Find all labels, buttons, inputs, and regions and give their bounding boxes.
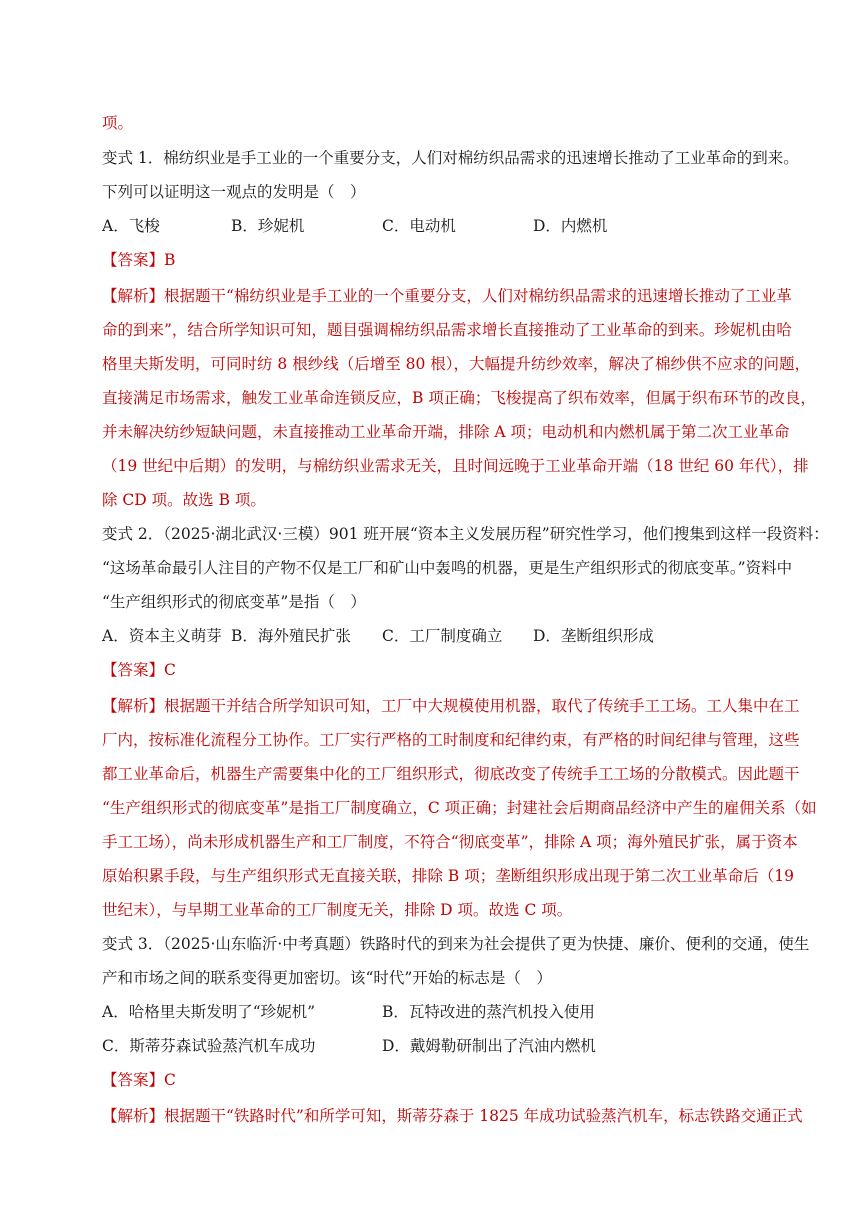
q2-option-b: B．海外殖民扩张: [231, 627, 351, 645]
q1-stem-line-1: 变式 1．棉纺织业是手工业的一个重要分支，人们对棉纺织品需求的迅速增长推动了工业革命的到来。: [102, 149, 799, 167]
q2-analysis-line-2: 厂内，按标准化流程分工协作。工厂实行严格的工时制度和纪律约束，有严格的时间纪律与管理，这些: [102, 731, 800, 749]
q3-stem-line-2: 产和市场之间的联系变得更加密切。该“时代”开始的标志是（ ）: [102, 969, 552, 987]
q2-analysis-line-3: 都工业革命后，机器生产需要集中化的工厂组织形式，彻底改变了传统手工工场的分散模式。因此题干: [102, 765, 800, 783]
q1-option-a: A．飞梭: [102, 217, 160, 235]
q1-analysis-line-7: 除 CD 项。故选 B 项。: [102, 491, 266, 509]
q1-analysis-line-6: （19 世纪中后期）的发明，与棉纺织业需求无关，且时间远晚于工业革命开端（18 世纪 60 年代），排: [102, 457, 809, 475]
q3-option-c: C．斯蒂芬森试验蒸汽机车成功: [102, 1037, 316, 1055]
q2-stem-line-2: “这场革命最引人注目的产物不仅是工厂和矿山中轰鸣的机器，更是生产组织形式的彻底变革。”资料中: [102, 559, 793, 577]
q2-analysis-line-7: 世纪末），与早期工业革命的工厂制度无关，排除 D 项。故选 C 项。: [102, 901, 573, 919]
q3-analysis-line-1: 【解析】根据题干“铁路时代”和所学可知，斯蒂芬森于 1825 年成功试验蒸汽机车，标志铁路交通正式: [102, 1107, 803, 1125]
q2-analysis-line-5: 手工工场），尚未形成机器生产和工厂制度，不符合“彻底变革”，排除 A 项；海外殖民扩张，属于资本: [102, 833, 798, 851]
q3-option-b: B．瓦特改进的蒸汽机投入使用: [382, 1003, 595, 1021]
q2-stem-line-1: 变式 2．（2025·湖北武汉·三模）901 班开展“资本主义发展历程”研究性学习，他们搜集到这样一段资料：: [102, 525, 829, 543]
q1-stem-line-2: 下列可以证明这一观点的发明是（ ）: [102, 183, 366, 201]
q3-stem-line-1: 变式 3．（2025·山东临沂·中考真题）铁路时代的到来为社会提供了更为快捷、廉价、便利的交通，使生: [102, 935, 810, 953]
q1-option-c: C．电动机: [382, 217, 456, 235]
q3-answer: 【答案】C: [102, 1071, 176, 1089]
q1-analysis-line-1: 【解析】根据题干“棉纺织业是手工业的一个重要分支，人们对棉纺织品需求的迅速增长推动了工业革: [102, 287, 792, 305]
q1-analysis-line-2: 命的到来”，结合所学知识可知，题目强调棉纺织品需求增长直接推动了工业革命的到来。珍妮机由哈: [102, 321, 792, 339]
q2-analysis-line-1: 【解析】根据题干并结合所学知识可知，工厂中大规模使用机器，取代了传统手工工场。工人集中在工: [102, 697, 800, 715]
q1-analysis-line-5: 并未解决纺纱短缺问题，未直接推动工业革命开端，排除 A 项；电动机和内燃机属于第二次工业革命: [102, 423, 790, 441]
q2-option-d: D．垄断组织形成: [533, 627, 654, 645]
q2-stem-line-3: “生产组织形式的彻底变革”是指（ ）: [102, 593, 366, 611]
q3-option-a: A．哈格里夫斯发明了“珍妮机”: [102, 1003, 316, 1021]
q1-analysis-line-3: 格里夫斯发明，可同时纺 8 根纱线（后增至 80 根），大幅提升纺纱效率，解决了棉纱供不应求的问题，: [102, 355, 811, 373]
q1-answer: 【答案】B: [102, 251, 176, 269]
q1-option-b: B．珍妮机: [231, 217, 305, 235]
q3-option-d: D．戴姆勒研制出了汽油内燃机: [382, 1037, 596, 1055]
q2-analysis-line-6: 原始积累手段，与生产组织形式无直接关联，排除 B 项；垄断组织形成出现于第二次工业革命后（19: [102, 867, 794, 885]
q2-option-c: C．工厂制度确立: [382, 627, 503, 645]
q2-option-a: A．资本主义萌芽: [102, 627, 222, 645]
carryover-text: 项。: [102, 114, 134, 132]
q2-answer: 【答案】C: [102, 661, 176, 679]
q2-analysis-line-4: “生产组织形式的彻底变革”是指工厂制度确立，C 项正确；封建社会后期商品经济中产生的雇佣关系（如: [102, 799, 817, 817]
q1-option-d: D．内燃机: [533, 217, 608, 235]
q1-analysis-line-4: 直接满足市场需求，触发工业革命连锁反应，B 项正确；飞梭提高了织布效率，但属于织布环节的改良，: [102, 389, 816, 407]
